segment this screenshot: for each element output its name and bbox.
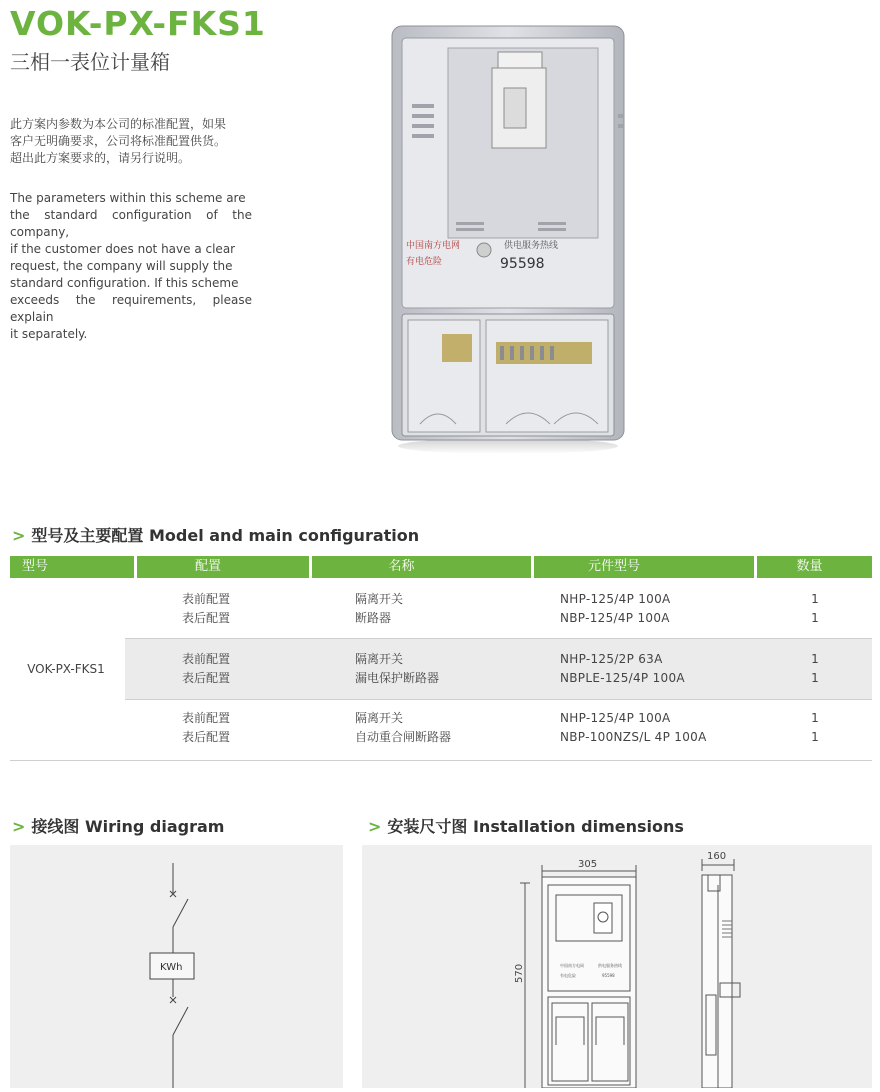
product-label-line2: 有电危险 [406, 257, 443, 267]
header-name: 名称 [312, 556, 531, 578]
component-cell: NBPLE-125/4P 100A [560, 671, 685, 685]
component-cell: NBP-100NZS/L 4P 100A [560, 730, 707, 744]
wiring-panel [10, 845, 343, 1088]
dimensions-diagram [362, 845, 872, 1088]
chevron-right-icon: > [12, 817, 26, 836]
table-body [10, 578, 872, 761]
dimensions-heading: > 安装尺寸图 Installation dimensions [368, 817, 684, 836]
component-cell: NHP-125/2P 63A [560, 652, 663, 666]
component-cell: NHP-125/4P 100A [560, 592, 671, 606]
chevron-right-icon: > [12, 526, 26, 545]
chevron-right-icon: > [368, 817, 382, 836]
qty-cell: 1 [811, 652, 819, 666]
position-cell: 表前配置 [182, 711, 231, 725]
position-cell: 表前配置 [182, 592, 231, 606]
mini-hotline: 95598 [602, 973, 615, 978]
mini-label-1: 中国南方电网 [560, 963, 584, 968]
table-row-group [125, 578, 872, 638]
qty-cell: 1 [811, 671, 819, 685]
position-cell: 表后配置 [182, 611, 231, 625]
product-label-line1: 中国南方电网 [406, 241, 461, 251]
component-cell: NBP-125/4P 100A [560, 611, 670, 625]
mini-label-2: 供电服务热线 [598, 963, 622, 968]
table-row-group [125, 638, 872, 700]
wiring-diagram [10, 845, 343, 1088]
qty-cell: 1 [811, 611, 819, 625]
name-cell: 隔离开关 [355, 711, 404, 725]
qty-cell: 1 [811, 711, 819, 725]
product-hotline: 95598 [500, 256, 545, 272]
name-cell: 自动重合闸断路器 [355, 730, 452, 744]
position-cell: 表后配置 [182, 730, 231, 744]
position-cell: 表后配置 [182, 671, 231, 685]
table-row-group [125, 699, 872, 759]
intro-en: The parameters within this scheme are the standard configuration of the company, if the customer does not have a clear request, the company will supply the standard configuration. If this scheme exceeds the requirements, please explain it separately. [10, 191, 252, 341]
name-cell: 隔离开关 [355, 592, 404, 606]
wiring-heading: > 接线图 Wiring diagram [12, 817, 225, 836]
config-heading: > 型号及主要配置 Model and main configuration [12, 526, 420, 545]
header-qty: 数量 [757, 556, 872, 578]
depth-dimension: 160 [707, 851, 727, 862]
product-image [388, 24, 628, 454]
table-header [10, 556, 872, 578]
mini-label-3: 有电危险 [560, 973, 576, 978]
header-config: 配置 [137, 556, 309, 578]
config-table [10, 556, 872, 761]
intro-cn: 此方案内参数为本公司的标准配置，如果 客户无明确要求，公司将标准配置供货。 超出此方案要求的，请另行说明。 [10, 117, 227, 165]
height-dimension: 570 [514, 963, 525, 983]
meter-label: KWh [160, 962, 183, 973]
name-cell: 隔离开关 [355, 652, 404, 666]
model-cell: VOK-PX-FKS1 [27, 662, 105, 676]
name-cell: 漏电保护断路器 [355, 671, 440, 685]
product-subtitle: 三相一表位计量箱 [10, 50, 170, 74]
component-cell: NHP-125/4P 100A [560, 711, 671, 725]
header-model: 型号 [10, 556, 134, 578]
product-title: VOK-PX-FKS1 [10, 4, 266, 43]
dimensions-panel [362, 845, 872, 1088]
position-cell: 表前配置 [182, 652, 231, 666]
name-cell: 断路器 [355, 611, 392, 625]
product-hotline-label: 供电服务热线 [504, 241, 559, 251]
qty-cell: 1 [811, 592, 819, 606]
width-dimension: 305 [578, 859, 598, 870]
header-component: 元件型号 [534, 556, 754, 578]
qty-cell: 1 [811, 730, 819, 744]
